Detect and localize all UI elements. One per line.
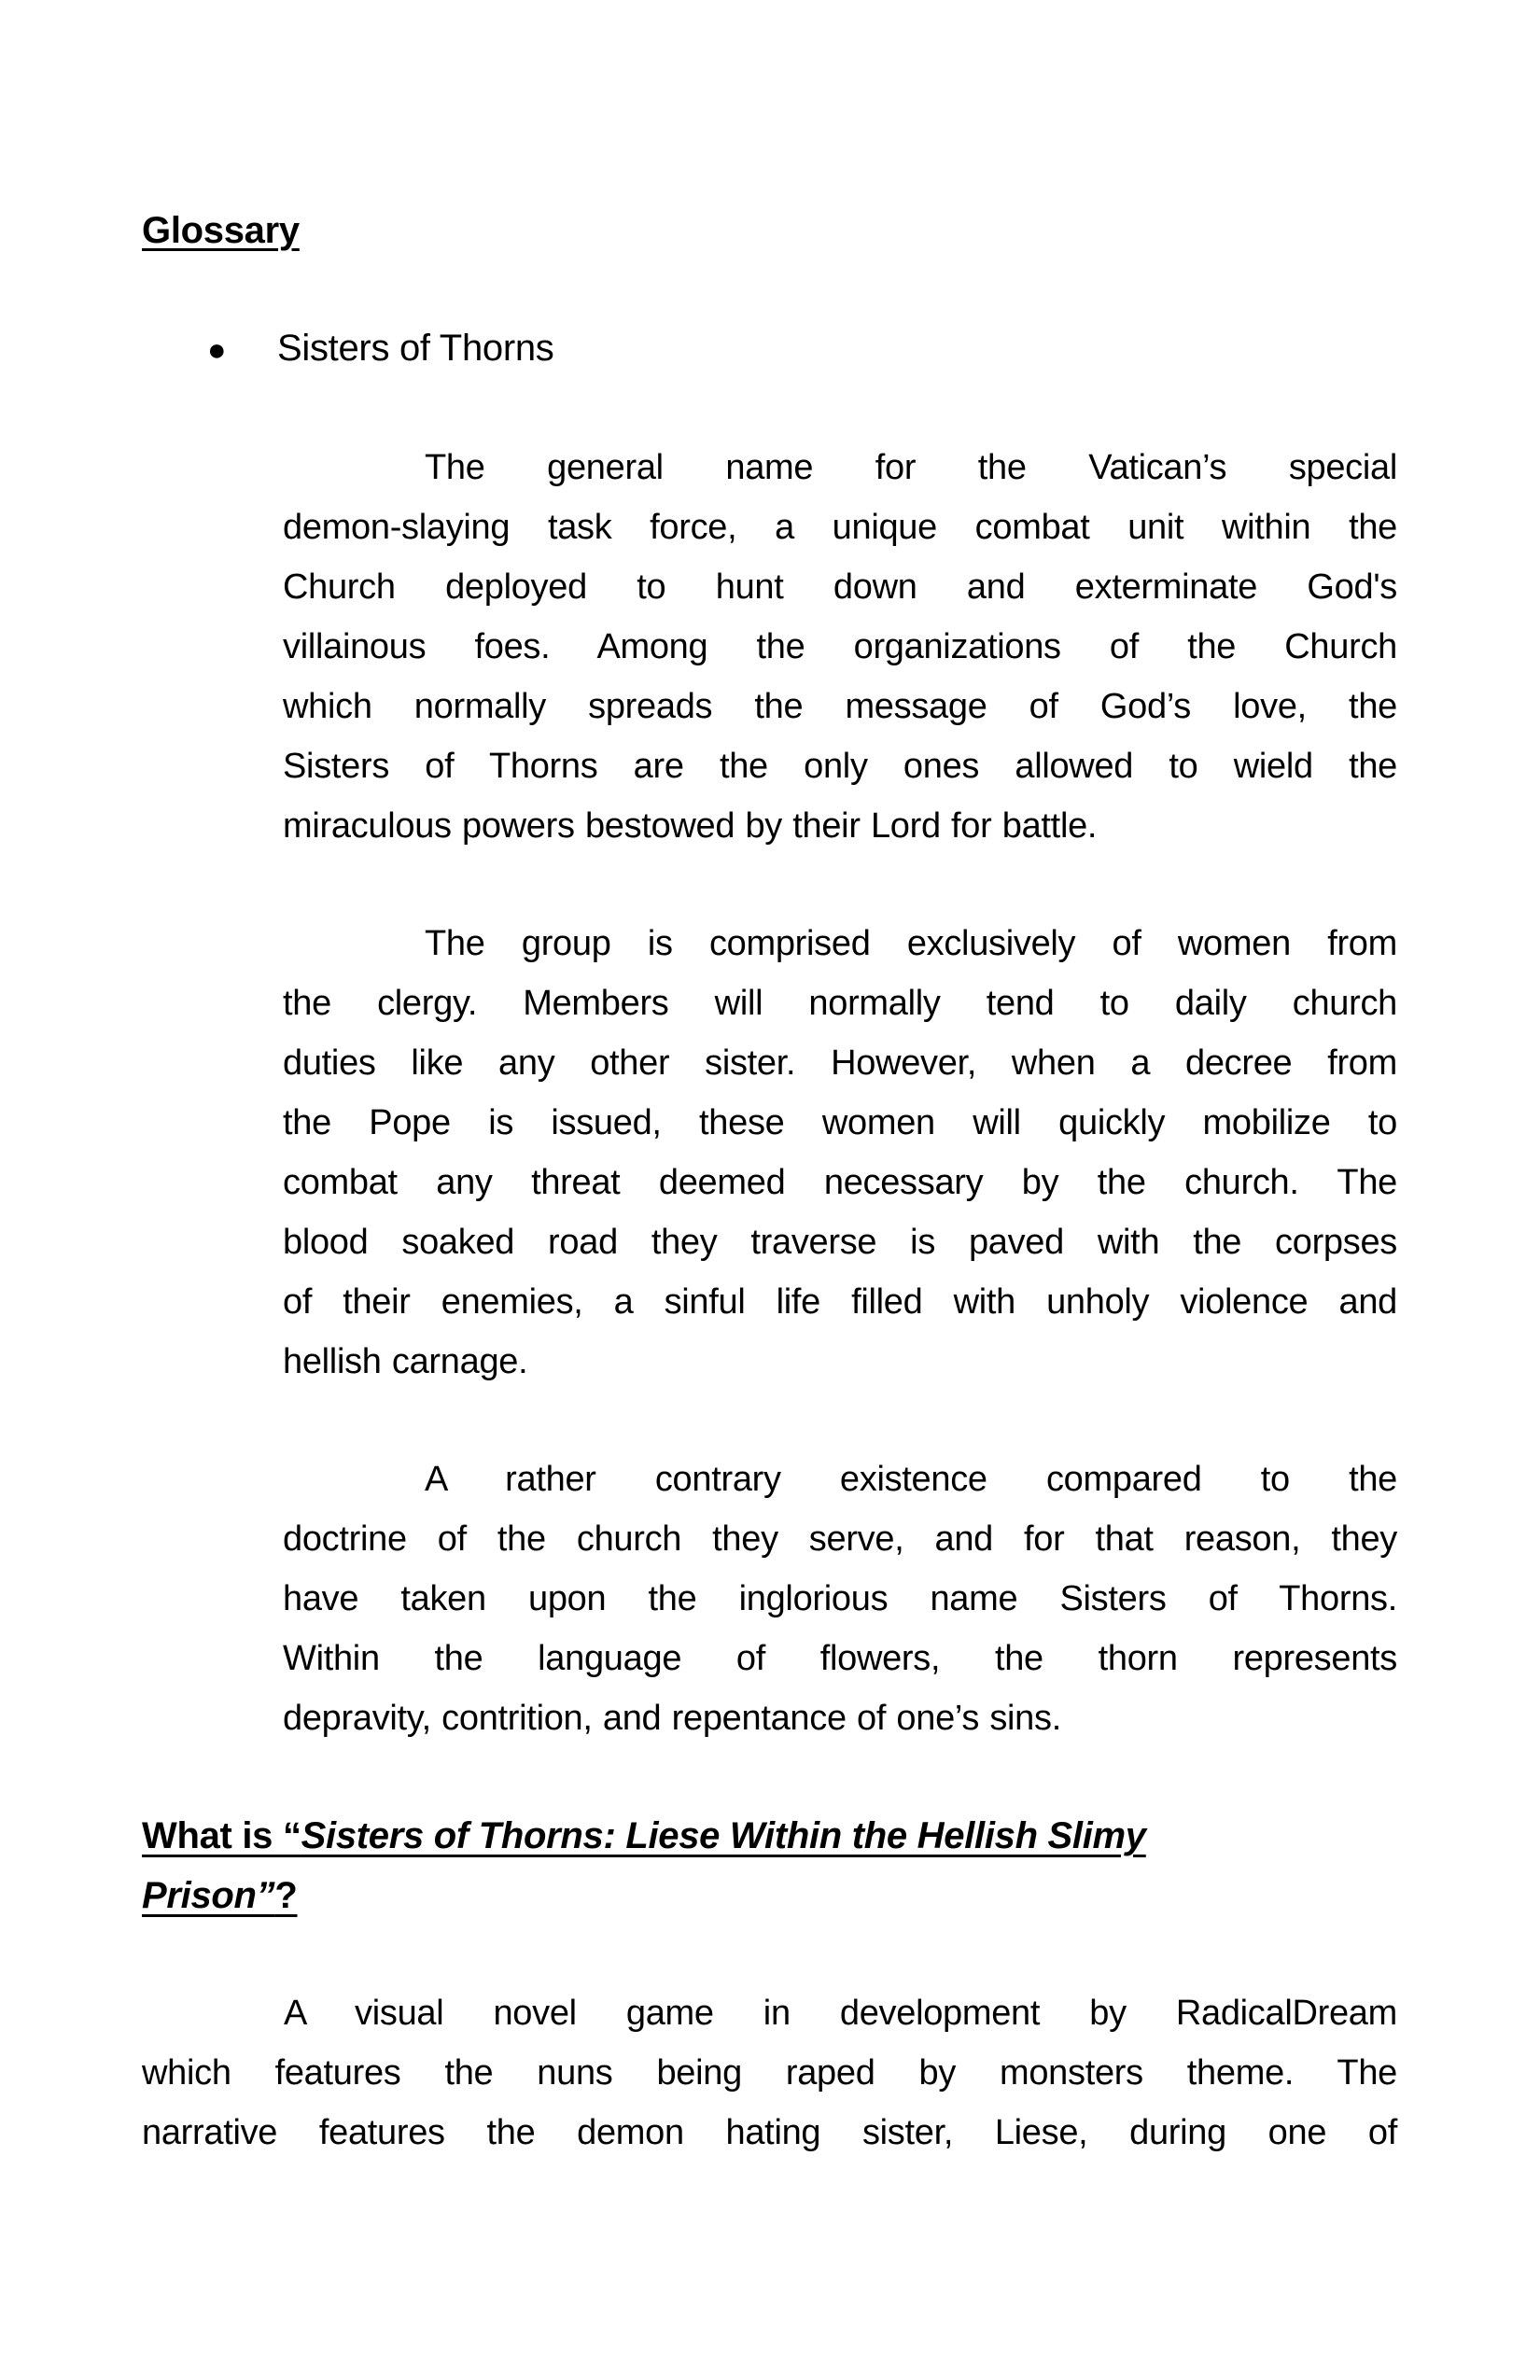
- text-line: hellish carnage.: [283, 1342, 528, 1381]
- definition-paragraph-2: [283, 914, 1397, 1392]
- text-line: doctrine of the church they serve, and for that reason, they: [283, 1519, 1397, 1559]
- text-line: Within the language of flowers, the thorn represents: [283, 1639, 1397, 1678]
- heading-text-segment: What is “: [142, 1815, 301, 1856]
- text-line: The group is comprised exclusively of women from: [425, 924, 1397, 963]
- heading-line: [142, 1866, 298, 1925]
- bullet-list-item: [142, 318, 1397, 380]
- glossary-heading: Glossary: [142, 210, 300, 251]
- definition-paragraph-1: [283, 438, 1397, 856]
- definition-paragraph-3: [283, 1449, 1397, 1748]
- text-line: which normally spreads the message of God’s love, the: [283, 687, 1397, 726]
- heading-line: [142, 1806, 1146, 1866]
- heading-title-segment: Sisters of Thorns: Liese Within the Hellish Slimy: [301, 1815, 1146, 1856]
- text-line: the clergy. Members will normally tend to daily church: [283, 984, 1397, 1023]
- text-line: villainous foes. Among the organizations of the Church: [283, 627, 1397, 666]
- text-line: which features the nuns being raped by monsters theme. The: [142, 2053, 1397, 2093]
- text-line: duties like any other sister. However, when a decree from: [283, 1043, 1397, 1083]
- text-line: narrative features the demon hating sister, Liese, during one of: [142, 2113, 1397, 2152]
- text-line: Sisters of Thorns are the only ones allowed to wield the: [283, 747, 1397, 786]
- bullet-item-label: Sisters of Thorns: [277, 328, 554, 369]
- text-line: have taken upon the inglorious name Sisters of Thorns.: [283, 1579, 1397, 1618]
- game-description-paragraph: [142, 1983, 1397, 2163]
- text-line: A visual novel game in development by RadicalDream: [284, 1994, 1397, 2033]
- heading-text-segment: ?: [274, 1875, 298, 1916]
- heading-title-segment: Prison”: [142, 1875, 275, 1916]
- text-line: depravity, contrition, and repentance of one’s sins.: [283, 1699, 1061, 1738]
- text-line: the Pope is issued, these women will quickly mobilize to: [283, 1103, 1397, 1142]
- what-is-heading: [142, 1806, 1397, 1925]
- text-line: blood soaked road they traverse is paved with the corpses: [283, 1223, 1397, 1262]
- text-line: demon-slaying task force, a unique combat unit within the: [283, 508, 1397, 547]
- text-line: A rather contrary existence compared to the: [425, 1460, 1397, 1499]
- text-line: The general name for the Vatican’s special: [425, 448, 1397, 487]
- text-line: combat any threat deemed necessary by the church. The: [283, 1163, 1397, 1202]
- text-line: of their enemies, a sinful life filled with unholy violence and: [283, 1282, 1397, 1322]
- bullet-icon: ●: [207, 332, 227, 368]
- text-line: Church deployed to hunt down and exterminate God's: [283, 567, 1397, 607]
- text-line: miraculous powers bestowed by their Lord for battle.: [283, 806, 1098, 846]
